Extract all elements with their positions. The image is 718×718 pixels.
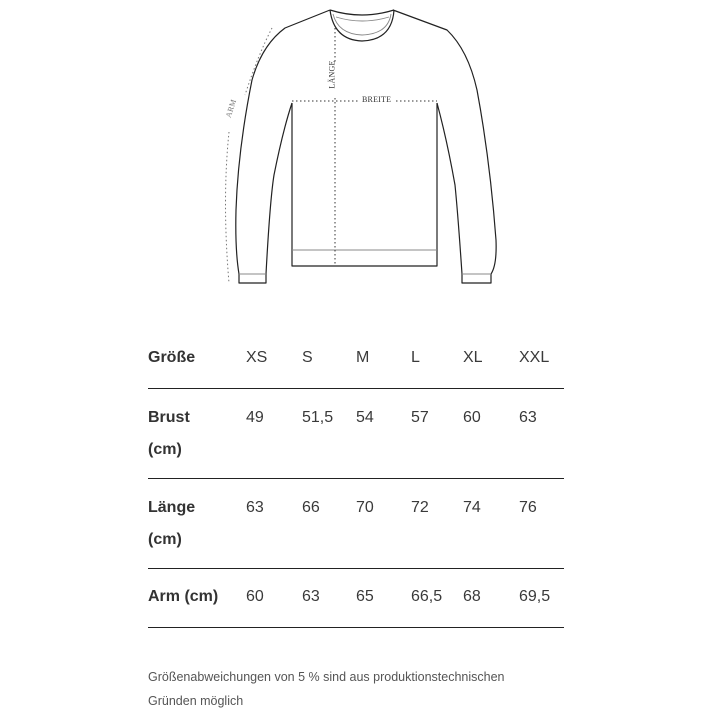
laenge-label: LÄNGE <box>327 60 337 89</box>
row-label-brust <box>148 388 246 478</box>
footnote-line1: Größenabweichungen von 5 % sind aus produktionstechnischen <box>148 670 505 684</box>
sweatshirt-size-diagram <box>0 0 718 300</box>
row-label-arm: Arm (cm) <box>148 568 246 627</box>
table-row-arm <box>148 568 564 627</box>
brust-xxl: 63 <box>519 388 564 478</box>
arm-label: ARM <box>223 98 239 119</box>
brust-s: 51,5 <box>302 388 356 478</box>
row-label-laenge <box>148 478 246 568</box>
row-label-line1: Länge <box>148 498 196 516</box>
arm-xl: 68 <box>463 568 519 627</box>
brust-xs: 49 <box>246 388 302 478</box>
size-header-row <box>148 330 564 388</box>
arm-s: 63 <box>302 568 356 627</box>
arm-l: 66,5 <box>411 568 463 627</box>
table-row-brust <box>148 388 564 478</box>
size-l: L <box>411 330 463 388</box>
size-s: S <box>302 330 356 388</box>
arm-xs: 60 <box>246 568 302 627</box>
laenge-m: 70 <box>356 478 411 568</box>
size-xs: XS <box>246 330 302 388</box>
laenge-xxl: 76 <box>519 478 564 568</box>
row-label-line1: Brust <box>148 408 190 426</box>
brust-l: 57 <box>411 388 463 478</box>
arm-m: 65 <box>356 568 411 627</box>
laenge-s: 66 <box>302 478 356 568</box>
size-xl: XL <box>463 330 519 388</box>
laenge-xs: 63 <box>246 478 302 568</box>
brust-m: 54 <box>356 388 411 478</box>
size-table <box>148 330 564 628</box>
laenge-l: 72 <box>411 478 463 568</box>
breite-label: BREITE <box>362 95 392 104</box>
footnote-line2: Gründen möglich <box>148 694 244 708</box>
row-label-line2: (cm) <box>148 530 182 548</box>
laenge-xl: 74 <box>463 478 519 568</box>
size-header-label: Größe <box>148 330 246 388</box>
arm-xxl: 69,5 <box>519 568 564 627</box>
row-label-line2: (cm) <box>148 440 182 458</box>
size-xxl: XXL <box>519 330 564 388</box>
sweatshirt-outline-icon <box>0 0 718 300</box>
size-m: M <box>356 330 411 388</box>
size-tolerance-footnote <box>148 665 568 713</box>
brust-xl: 60 <box>463 388 519 478</box>
table-row-laenge <box>148 478 564 568</box>
